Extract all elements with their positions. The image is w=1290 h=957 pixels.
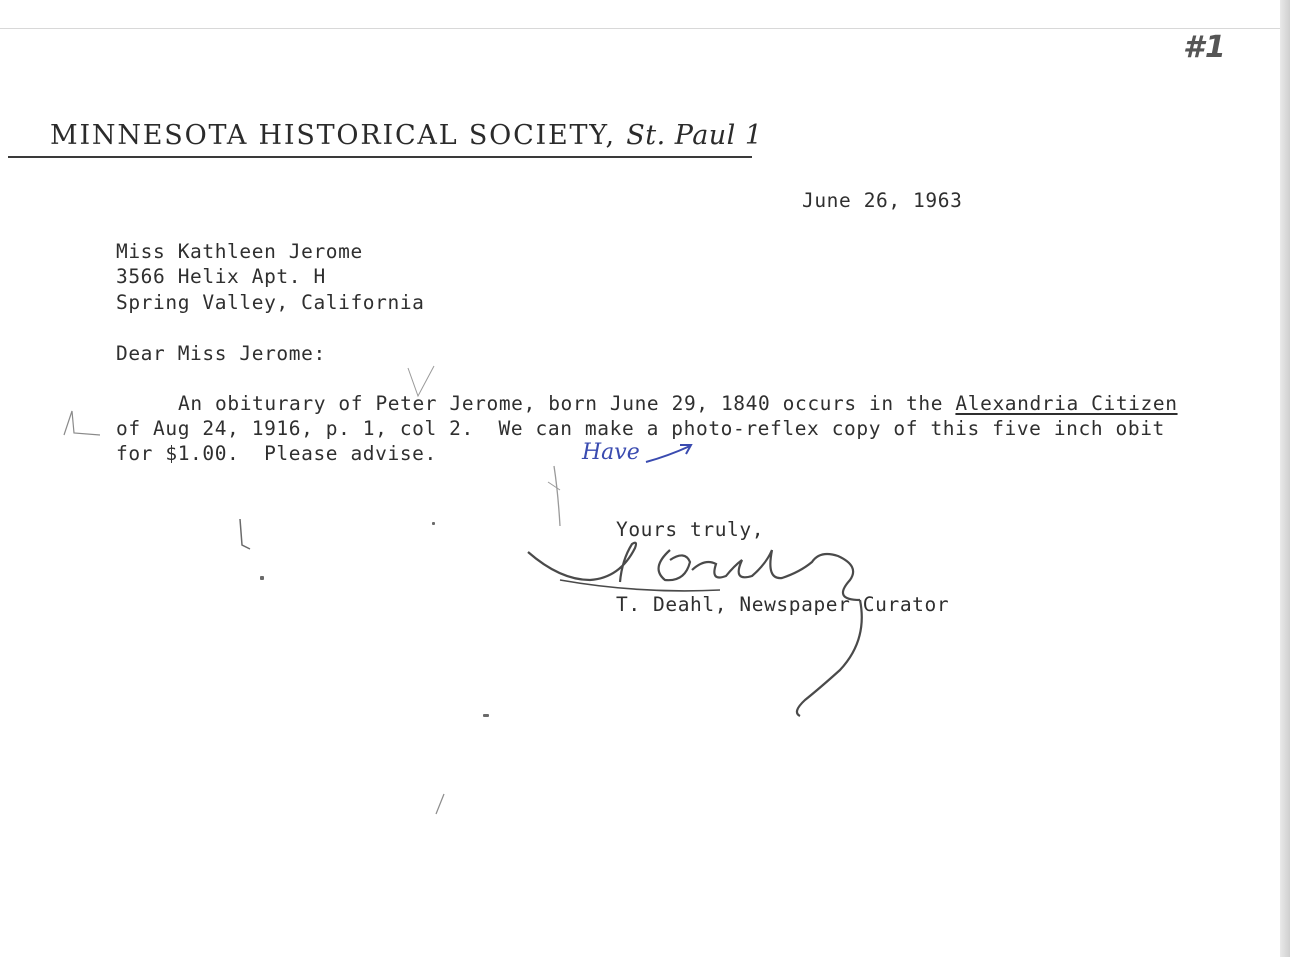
handwritten-note-text: Have [582, 440, 640, 465]
newspaper-title: Alexandria Citizen [955, 392, 1178, 415]
signature-icon [520, 520, 890, 730]
salutation: Dear Miss Jerome: [116, 342, 326, 365]
handwritten-arrow-icon [640, 440, 700, 470]
recipient-street: 3566 Helix Apt. H [116, 265, 326, 288]
scan-margin-right [1280, 0, 1290, 957]
corner-page-mark: #1 [1183, 30, 1227, 65]
letterhead [50, 120, 763, 151]
scan-margin-top [0, 0, 1290, 28]
handwritten-note [582, 440, 640, 465]
scan-mark-icon [236, 515, 256, 555]
scan-mark-icon [430, 790, 450, 820]
body-line-2: of Aug 24, 1916, p. 1, col 2. We can make a photo-reflex copy of this five inch obit [116, 417, 1165, 440]
scan-speck [432, 522, 435, 525]
scan-mark-icon [404, 362, 444, 402]
letter-date: June 26, 1963 [802, 189, 963, 212]
scan-speck [483, 714, 489, 717]
letterhead-city: St. Paul 1 [626, 120, 763, 151]
page-top-edge [0, 28, 1280, 29]
signature-block: T. Deahl, Newspaper Curator [616, 593, 950, 616]
scan-speck [260, 576, 264, 580]
body-line-3: for $1.00. Please advise. [116, 442, 437, 465]
recipient-name: Miss Kathleen Jerome [116, 240, 363, 263]
letterhead-rule [8, 156, 752, 158]
closing: Yours truly, [616, 518, 765, 541]
recipient-city: Spring Valley, California [116, 291, 425, 314]
body-line-1-text: An obiturary of Peter Jerome, born June 29, 1840 occurs in the [178, 392, 956, 415]
scan-mark-icon [60, 405, 110, 450]
body-line-1 [178, 394, 1178, 414]
scan-mark-icon [540, 462, 570, 532]
letterhead-organization: MINNESOTA HISTORICAL SOCIETY, [50, 120, 616, 151]
